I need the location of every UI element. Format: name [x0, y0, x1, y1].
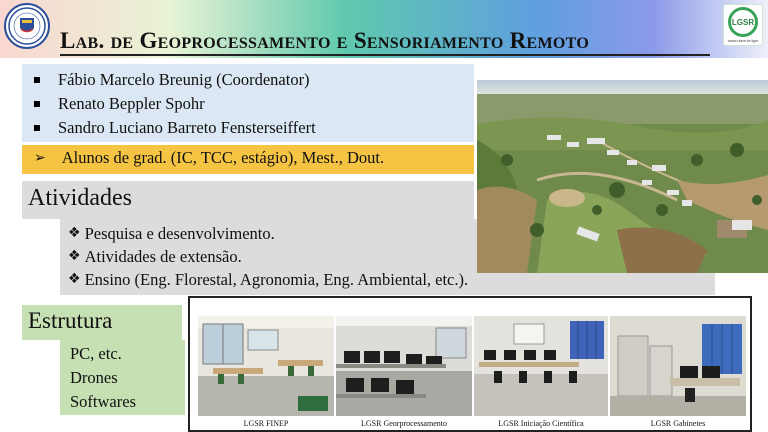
photo-caption: LGSR FINEP — [243, 419, 289, 428]
person-name: Renato Beppler Spohr — [58, 94, 205, 113]
square-bullet-icon — [34, 77, 40, 83]
arrow-bullet-icon: ➢ — [34, 150, 46, 166]
students-panel — [22, 145, 474, 174]
atividades-list — [68, 222, 468, 291]
square-bullet-icon — [34, 101, 40, 107]
atividades-heading-panel — [22, 181, 474, 219]
lgsr-logo-url: www.ufsm.br/lgsr — [727, 38, 759, 43]
diamond-bullet-icon: ❖ — [68, 271, 81, 287]
lgsr-logo — [723, 4, 763, 46]
atividades-heading: Atividades — [28, 185, 132, 211]
estrutura-panel — [60, 340, 185, 415]
atividade-text: Pesquisa e desenvolvimento. — [84, 224, 275, 243]
list-item — [32, 92, 316, 116]
lab-photo-gallery — [188, 296, 752, 432]
university-seal-icon — [7, 6, 47, 46]
university-seal-logo — [4, 3, 50, 49]
aerial-campus-photo — [477, 80, 768, 273]
lgsr-logo-mark: LGSR — [728, 7, 758, 37]
person-name: Fábio Marcelo Breunig (Coordenator) — [58, 70, 310, 89]
page-title: Lab. de Geoprocessamento e Sensoriamento Remoto — [60, 28, 590, 53]
list-item — [68, 245, 468, 268]
students-text: Alunos de grad. (IC, TCC, estágio), Mest., Dout. — [61, 148, 385, 167]
diamond-bullet-icon: ❖ — [68, 225, 81, 241]
list-item: PC, etc. — [70, 344, 122, 363]
diamond-bullet-icon: ❖ — [68, 248, 81, 264]
estrutura-heading: Estrutura — [28, 308, 113, 333]
list-item — [32, 116, 316, 140]
list-item: Softwares — [70, 392, 136, 411]
person-name: Sandro Luciano Barreto Fensterseiffert — [58, 118, 316, 137]
photo-caption: LGSR Georprocessamento — [361, 419, 447, 428]
estrutura-list — [70, 342, 136, 414]
list-item — [32, 68, 316, 92]
atividade-text: Ensino (Eng. Florestal, Agronomia, Eng. Ambiental, etc.). — [84, 270, 469, 289]
square-bullet-icon — [34, 125, 40, 131]
lab-photo-gabinetes — [610, 316, 746, 416]
atividade-text: Atividades de extensão. — [84, 247, 242, 266]
people-panel — [22, 64, 474, 142]
lab-photo-geoprocessamento — [336, 316, 472, 416]
students-line — [34, 148, 384, 168]
title-underline — [60, 54, 710, 56]
photo-caption: LGSR Gabinetes — [650, 419, 706, 428]
people-list — [32, 68, 316, 140]
estrutura-heading-panel — [22, 305, 182, 340]
list-item — [68, 268, 468, 291]
list-item: Drones — [70, 368, 118, 387]
photo-caption: LGSR Iniciação Científica — [498, 419, 584, 428]
lab-photo-iniciacao-cientifica — [474, 316, 608, 416]
lab-photo-finep — [198, 316, 334, 416]
list-item — [68, 222, 468, 245]
